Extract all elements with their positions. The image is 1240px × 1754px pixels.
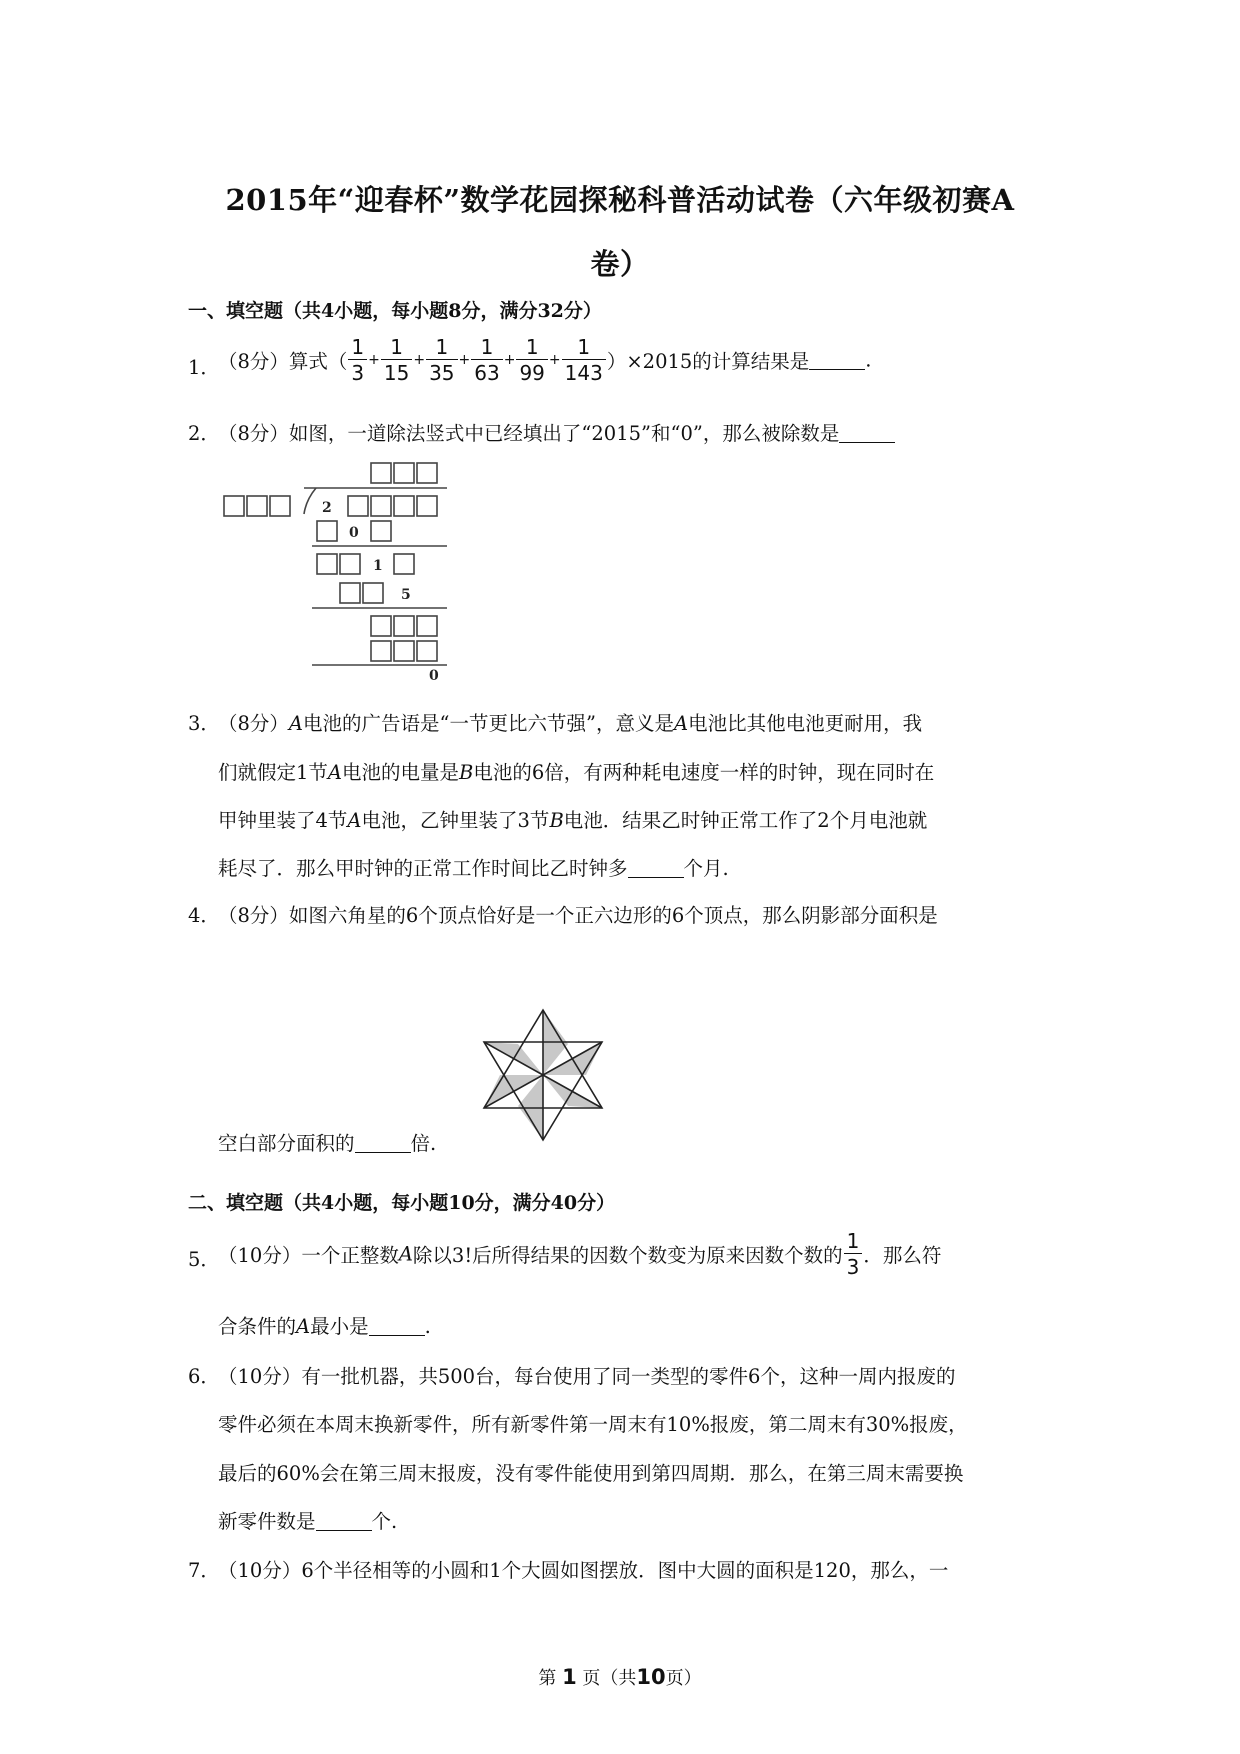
variable: B <box>459 761 474 784</box>
answer-blank <box>316 1511 372 1532</box>
q6-line-1: （10分）有一批机器，共500台，每台使用了同一类型的零件6个，这种一周内报废的 <box>218 1365 956 1388</box>
q6-line-4 <box>218 1506 397 1534</box>
digit-box <box>394 496 414 516</box>
q3-number: 3． <box>188 712 220 735</box>
digit-box <box>394 641 414 661</box>
division-bracket <box>304 488 316 514</box>
q1-fraction <box>471 337 502 383</box>
q1-number: 1． <box>188 356 220 379</box>
q5-fraction <box>844 1231 863 1277</box>
q1-fraction <box>348 337 367 383</box>
plus-sign: + <box>503 352 516 368</box>
digit-box <box>317 521 337 541</box>
page-title <box>0 178 1240 219</box>
plus-sign: + <box>368 352 380 368</box>
text-run: 甲钟里装了4节 <box>218 809 348 832</box>
digit-box <box>270 496 290 516</box>
plus-sign: + <box>458 352 471 368</box>
text-run: 电池的广告语是“一节更比六节强”，意义是 <box>303 712 674 735</box>
text-run: 空白部分面积的 <box>218 1132 355 1155</box>
digit-box <box>340 583 360 603</box>
digit-box <box>371 463 391 483</box>
text-run: （8分） <box>218 712 289 735</box>
page-number: 1 <box>562 1665 577 1689</box>
plus-sign: + <box>413 352 426 368</box>
text-run: 们就假定1节 <box>218 761 328 784</box>
long-division-figure <box>220 458 450 683</box>
q1-end: . <box>865 348 872 372</box>
text-run: 新零件数是 <box>218 1510 316 1533</box>
q1-text <box>218 337 872 383</box>
digit-box <box>371 496 391 516</box>
fraction-denominator: 3 <box>846 1255 860 1279</box>
q1-fraction <box>426 337 457 383</box>
q3-line-1 <box>218 708 922 736</box>
section-1-heading: 一、填空题（共4小题，每小题8分，满分32分） <box>188 300 602 322</box>
digit-box <box>417 463 437 483</box>
text-run: 电池，乙钟里装了3节 <box>361 809 550 832</box>
title-line-1: 2015年“迎春杯”数学花园探秘科普活动试卷（六年级初赛A <box>225 183 1015 217</box>
known-digit-0: 0 <box>349 525 359 541</box>
text-run: ．那么符 <box>863 1244 942 1267</box>
digit-box <box>394 554 414 574</box>
q5-line-1 <box>218 1231 941 1277</box>
q7-line-1: （10分）6个半径相等的小圆和1个大圆如图摆放．图中大圆的面积是120，那么，一 <box>218 1559 949 1582</box>
digit-box <box>417 496 437 516</box>
text-run: 最小是 <box>310 1315 369 1338</box>
digit-box <box>247 496 267 516</box>
digit-box <box>371 616 391 636</box>
page-footer <box>0 1664 1240 1690</box>
q6-number: 6． <box>188 1365 220 1388</box>
page-total: 10 <box>636 1665 666 1689</box>
fraction-denominator: 35 <box>429 361 455 385</box>
text-run: . <box>424 1315 431 1338</box>
fraction-numerator: 1 <box>348 337 367 360</box>
answer-blank <box>628 858 684 879</box>
known-digit-1: 1 <box>373 558 383 574</box>
footer-text: 页（共 <box>582 1668 637 1689</box>
q1-fraction <box>562 337 606 383</box>
q2-number: 2． <box>188 422 220 445</box>
text-run: 电池的电量是 <box>342 761 460 784</box>
title-line-2: 卷） <box>590 247 650 281</box>
fraction-numerator: 1 <box>471 337 502 360</box>
text-run: （10分）一个正整数 <box>218 1244 399 1267</box>
answer-blank <box>369 1316 425 1337</box>
fraction-denominator: 99 <box>519 361 545 385</box>
digit-box <box>224 496 244 516</box>
digit-box <box>417 641 437 661</box>
q1-prefix: （8分）算式（ <box>218 350 348 373</box>
digit-box <box>371 641 391 661</box>
fraction-numerator: 1 <box>426 337 457 360</box>
q2-text <box>218 418 895 446</box>
q4-number: 4． <box>188 904 220 927</box>
variable: A <box>347 809 362 832</box>
q3-line-3 <box>218 805 927 833</box>
variable: A <box>398 1242 413 1266</box>
variable: A <box>673 712 689 735</box>
plus-sign: + <box>548 352 561 368</box>
q2-prompt: （8分）如图，一道除法竖式中已经填出了“2015”和“0”，那么被除数是 <box>218 422 840 445</box>
digit-box <box>394 616 414 636</box>
text-run: 电池．结果乙时钟正常工作了2个月电池就 <box>563 809 928 832</box>
q1-fraction <box>381 337 412 383</box>
answer-blank <box>809 350 865 371</box>
digit-box <box>417 616 437 636</box>
digit-box <box>317 554 337 574</box>
text-run: 电池比其他电池更耐用，我 <box>688 712 923 735</box>
fraction-numerator: 1 <box>844 1231 863 1254</box>
text-run: 个月. <box>683 857 729 880</box>
q5-line-2 <box>218 1311 431 1339</box>
digit-box <box>363 583 383 603</box>
digit-box <box>340 554 360 574</box>
text-run: 个. <box>371 1510 398 1533</box>
known-digit-5: 5 <box>401 587 411 603</box>
fraction-numerator: 1 <box>562 337 606 360</box>
q6-line-3: 最后的60%会在第三周末报废，没有零件能使用到第四周期．那么，在第三周末需要换 <box>218 1462 964 1485</box>
page-title-cont <box>0 242 1240 283</box>
known-digit-2: 2 <box>322 500 332 516</box>
q5-number: 5． <box>188 1248 220 1271</box>
text-run: 电池的6倍，有两种耗电速度一样的时钟，现在同时在 <box>473 761 935 784</box>
q1-suffix: ）×2015的计算结果是 <box>606 350 810 373</box>
hexagram-figure <box>478 1005 608 1145</box>
variable: A <box>288 712 304 735</box>
footer-text: 第 <box>538 1668 557 1689</box>
q3-line-2 <box>218 757 934 785</box>
fraction-denominator: 3 <box>351 361 365 385</box>
text-run: 合条件的 <box>218 1315 297 1338</box>
digit-box <box>348 496 368 516</box>
q1-fraction <box>516 337 547 383</box>
q7-number: 7． <box>188 1559 220 1582</box>
fraction-numerator: 1 <box>516 337 547 360</box>
text-run: 倍. <box>410 1132 437 1155</box>
q6-line-2: 零件必须在本周末换新零件，所有新零件第一周末有10%报废，第二周末有30%报废， <box>218 1413 968 1436</box>
q3-line-4 <box>218 853 729 881</box>
remainder-digit-0: 0 <box>429 668 439 683</box>
digit-box <box>371 521 391 541</box>
digit-box <box>394 463 414 483</box>
fraction-numerator: 1 <box>381 337 412 360</box>
fraction-denominator: 143 <box>564 361 603 385</box>
answer-blank <box>355 1133 411 1154</box>
text-run: 耗尽了．那么甲时钟的正常工作时间比乙时钟多 <box>218 857 628 880</box>
fraction-denominator: 15 <box>383 361 410 385</box>
fraction-denominator: 63 <box>474 361 500 385</box>
q4-line-1: （8分）如图六角星的6个顶点恰好是一个正六边形的6个顶点，那么阴影部分面积是 <box>218 904 938 927</box>
footer-text: 页） <box>665 1668 702 1689</box>
section-2-heading: 二、填空题（共4小题，每小题10分，满分40分） <box>188 1192 616 1214</box>
answer-blank <box>839 423 895 444</box>
variable: A <box>327 761 343 784</box>
q4-line-2 <box>218 1128 436 1156</box>
text-run: 除以3!后所得结果的因数个数变为原来因数个数的 <box>412 1244 843 1267</box>
variable: B <box>549 809 564 832</box>
variable: A <box>296 1315 311 1338</box>
